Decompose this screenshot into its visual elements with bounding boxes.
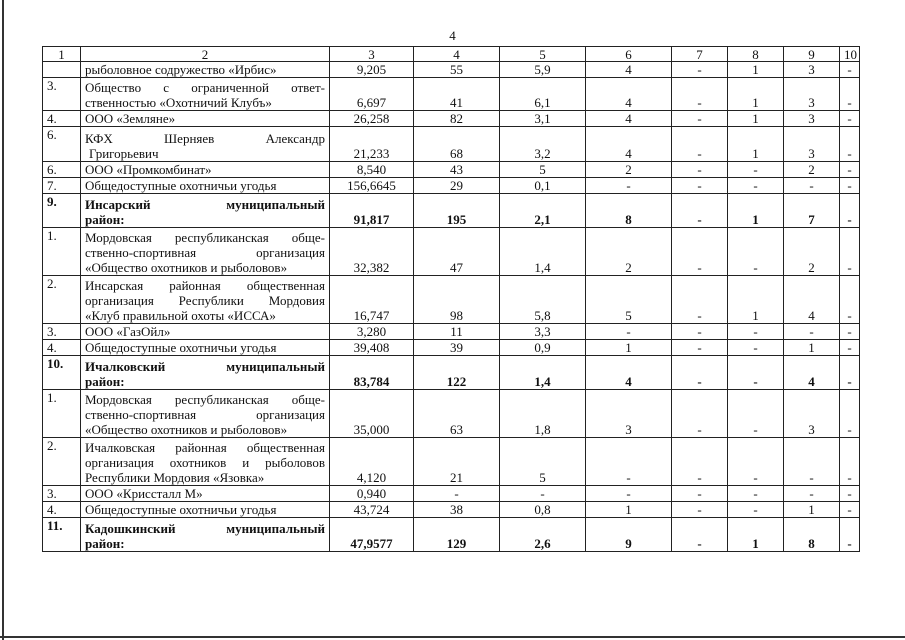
table-row xyxy=(43,390,860,438)
value-cell-c10: - xyxy=(840,324,860,340)
value-cell-c8: - xyxy=(728,162,784,178)
value-cell-c3: 156,6645 xyxy=(330,178,414,194)
value-cell-c6: - xyxy=(586,178,672,194)
name-line: ООО «Криссталл М» xyxy=(85,486,203,501)
value-cell-c4: - xyxy=(414,486,500,502)
name-line: район: xyxy=(85,374,125,389)
value-cell-c7: - xyxy=(672,390,728,438)
table-row xyxy=(43,228,860,276)
value-cell-c8: - xyxy=(728,502,784,518)
value-cell-c6: 1 xyxy=(586,502,672,518)
value-cell-c8: 1 xyxy=(728,78,784,111)
name-line: организация Республики Мордовия xyxy=(85,293,325,308)
value-cell-c10: - xyxy=(840,127,860,162)
value-cell-c7: - xyxy=(672,486,728,502)
value-cell-c4: 98 xyxy=(414,276,500,324)
hunting-grounds-table xyxy=(42,46,860,552)
value-cell-c9: 3 xyxy=(784,78,840,111)
value-cell-c8: 1 xyxy=(728,194,784,228)
value-cell-c5: 1,4 xyxy=(500,228,586,276)
value-cell-c8: - xyxy=(728,390,784,438)
value-cell-c7: - xyxy=(672,194,728,228)
value-cell-c3: 43,724 xyxy=(330,502,414,518)
name-line: район: xyxy=(85,212,125,227)
name-line: Мордовская республиканская обще- xyxy=(85,230,325,245)
row-number: 3. xyxy=(43,486,81,502)
value-cell-c6: - xyxy=(586,438,672,486)
header-cell: 3 xyxy=(330,47,414,62)
value-cell-c6: 4 xyxy=(586,78,672,111)
value-cell-c3: 3,280 xyxy=(330,324,414,340)
organization-name xyxy=(81,178,330,194)
name-line: ственно-спортивная организация xyxy=(85,407,325,422)
value-cell-c4: 129 xyxy=(414,518,500,552)
name-line: Кадошкинский муниципальный xyxy=(85,521,325,536)
value-cell-c10: - xyxy=(840,438,860,486)
value-cell-c3: 83,784 xyxy=(330,356,414,390)
value-cell-c6: 4 xyxy=(586,127,672,162)
value-cell-c5: 0,1 xyxy=(500,178,586,194)
organization-name xyxy=(81,486,330,502)
header-cell: 6 xyxy=(586,47,672,62)
name-line: Общедоступные охотничьи угодья xyxy=(85,178,277,193)
value-cell-c4: 63 xyxy=(414,390,500,438)
name-line: «Общество охотников и рыболовов» xyxy=(85,422,288,437)
value-cell-c5: 3,1 xyxy=(500,111,586,127)
organization-name xyxy=(81,62,330,78)
value-cell-c6: - xyxy=(586,324,672,340)
value-cell-c5: 3,3 xyxy=(500,324,586,340)
value-cell-c7: - xyxy=(672,276,728,324)
value-cell-c5: 0,9 xyxy=(500,340,586,356)
organization-name xyxy=(81,78,330,111)
table-row xyxy=(43,438,860,486)
value-cell-c6: 2 xyxy=(586,228,672,276)
value-cell-c6: 4 xyxy=(586,62,672,78)
value-cell-c3: 32,382 xyxy=(330,228,414,276)
organization-name xyxy=(81,276,330,324)
organization-name xyxy=(81,518,330,552)
value-cell-c5: 5,8 xyxy=(500,276,586,324)
row-number: 2. xyxy=(43,276,81,324)
value-cell-c8: 1 xyxy=(728,127,784,162)
organization-name xyxy=(81,502,330,518)
header-cell: 10 xyxy=(840,47,860,62)
value-cell-c4: 82 xyxy=(414,111,500,127)
name-line: район: xyxy=(85,536,125,551)
table-row xyxy=(43,518,860,552)
value-cell-c10: - xyxy=(840,518,860,552)
row-number: 6. xyxy=(43,127,81,162)
value-cell-c7: - xyxy=(672,127,728,162)
value-cell-c9: 8 xyxy=(784,518,840,552)
value-cell-c10: - xyxy=(840,340,860,356)
value-cell-c4: 11 xyxy=(414,324,500,340)
value-cell-c8: - xyxy=(728,340,784,356)
value-cell-c4: 21 xyxy=(414,438,500,486)
organization-name xyxy=(81,356,330,390)
name-line: Инсарская районная общественная xyxy=(85,278,325,293)
value-cell-c10: - xyxy=(840,194,860,228)
row-number xyxy=(43,62,81,78)
value-cell-c3: 8,540 xyxy=(330,162,414,178)
value-cell-c5: 2,6 xyxy=(500,518,586,552)
value-cell-c10: - xyxy=(840,228,860,276)
header-cell: 2 xyxy=(81,47,330,62)
value-cell-c5: 3,2 xyxy=(500,127,586,162)
value-cell-c4: 43 xyxy=(414,162,500,178)
header-cell: 5 xyxy=(500,47,586,62)
value-cell-c5: 1,8 xyxy=(500,390,586,438)
scan-edge-left xyxy=(2,0,4,640)
name-line: Григорьевич xyxy=(89,146,159,161)
value-cell-c4: 122 xyxy=(414,356,500,390)
row-number: 3. xyxy=(43,324,81,340)
value-cell-c6: 1 xyxy=(586,340,672,356)
table-body xyxy=(43,62,860,552)
value-cell-c9: 3 xyxy=(784,62,840,78)
value-cell-c10: - xyxy=(840,111,860,127)
table-row xyxy=(43,111,860,127)
header-cell: 4 xyxy=(414,47,500,62)
row-number: 7. xyxy=(43,178,81,194)
value-cell-c6: 5 xyxy=(586,276,672,324)
header-cell: 7 xyxy=(672,47,728,62)
value-cell-c7: - xyxy=(672,111,728,127)
value-cell-c5: 2,1 xyxy=(500,194,586,228)
value-cell-c5: 5 xyxy=(500,438,586,486)
value-cell-c9: 2 xyxy=(784,228,840,276)
organization-name xyxy=(81,438,330,486)
value-cell-c9: 7 xyxy=(784,194,840,228)
value-cell-c4: 68 xyxy=(414,127,500,162)
row-number: 4. xyxy=(43,502,81,518)
name-line: «Общество охотников и рыболовов» xyxy=(85,260,288,275)
value-cell-c4: 195 xyxy=(414,194,500,228)
name-line: ООО «Земляне» xyxy=(85,111,176,126)
name-line: Мордовская республиканская обще- xyxy=(85,392,325,407)
value-cell-c6: 4 xyxy=(586,356,672,390)
value-cell-c7: - xyxy=(672,228,728,276)
value-cell-c7: - xyxy=(672,502,728,518)
value-cell-c6: 9 xyxy=(586,518,672,552)
row-number: 4. xyxy=(43,340,81,356)
value-cell-c3: 6,697 xyxy=(330,78,414,111)
value-cell-c7: - xyxy=(672,324,728,340)
organization-name xyxy=(81,127,330,162)
row-number: 10. xyxy=(43,356,81,390)
value-cell-c10: - xyxy=(840,178,860,194)
value-cell-c8: - xyxy=(728,178,784,194)
value-cell-c9: 4 xyxy=(784,356,840,390)
value-cell-c6: 2 xyxy=(586,162,672,178)
value-cell-c7: - xyxy=(672,518,728,552)
name-line: «Клуб правильной охоты «ИССА» xyxy=(85,308,276,323)
name-line: Республики Мордовия «Язовка» xyxy=(85,470,265,485)
value-cell-c8: 1 xyxy=(728,276,784,324)
name-line: Общедоступные охотничьи угодья xyxy=(85,502,277,517)
value-cell-c9: - xyxy=(784,324,840,340)
header-cell: 8 xyxy=(728,47,784,62)
table-row xyxy=(43,276,860,324)
value-cell-c6: - xyxy=(586,486,672,502)
value-cell-c8: - xyxy=(728,486,784,502)
page-number: 4 xyxy=(449,28,456,43)
value-cell-c8: 1 xyxy=(728,62,784,78)
name-line: Ичалковская районная общественная xyxy=(85,440,325,455)
value-cell-c4: 55 xyxy=(414,62,500,78)
value-cell-c3: 91,817 xyxy=(330,194,414,228)
value-cell-c10: - xyxy=(840,78,860,111)
organization-name xyxy=(81,340,330,356)
value-cell-c7: - xyxy=(672,438,728,486)
value-cell-c10: - xyxy=(840,62,860,78)
value-cell-c7: - xyxy=(672,340,728,356)
row-number: 1. xyxy=(43,228,81,276)
value-cell-c7: - xyxy=(672,78,728,111)
value-cell-c4: 38 xyxy=(414,502,500,518)
name-line: ООО «Промкомбинат» xyxy=(85,162,212,177)
name-line: КФХ Шерняев Александр xyxy=(85,131,325,146)
name-line: Ичалковский муниципальный xyxy=(85,359,325,374)
name-line: Инсарский муниципальный xyxy=(85,197,325,212)
table-row xyxy=(43,178,860,194)
value-cell-c9: - xyxy=(784,178,840,194)
table-row xyxy=(43,324,860,340)
value-cell-c6: 3 xyxy=(586,390,672,438)
value-cell-c7: - xyxy=(672,356,728,390)
value-cell-c4: 41 xyxy=(414,78,500,111)
value-cell-c4: 29 xyxy=(414,178,500,194)
value-cell-c3: 39,408 xyxy=(330,340,414,356)
table-row xyxy=(43,78,860,111)
value-cell-c7: - xyxy=(672,62,728,78)
value-cell-c5: 5,9 xyxy=(500,62,586,78)
table-row xyxy=(43,162,860,178)
value-cell-c3: 16,747 xyxy=(330,276,414,324)
row-number: 4. xyxy=(43,111,81,127)
value-cell-c3: 21,233 xyxy=(330,127,414,162)
table-row xyxy=(43,356,860,390)
organization-name xyxy=(81,111,330,127)
value-cell-c3: 4,120 xyxy=(330,438,414,486)
table-row xyxy=(43,62,860,78)
value-cell-c9: 3 xyxy=(784,111,840,127)
value-cell-c6: 8 xyxy=(586,194,672,228)
organization-name xyxy=(81,194,330,228)
value-cell-c9: 3 xyxy=(784,390,840,438)
value-cell-c10: - xyxy=(840,502,860,518)
scan-edge-bottom xyxy=(0,636,905,638)
name-line: ственно-спортивная организация xyxy=(85,245,325,260)
name-line: Общество с ограниченной ответ- xyxy=(85,80,325,95)
name-line: ственностью «Охотничий Клубъ» xyxy=(85,95,272,110)
value-cell-c8: 1 xyxy=(728,111,784,127)
value-cell-c9: - xyxy=(784,438,840,486)
value-cell-c4: 39 xyxy=(414,340,500,356)
value-cell-c5: 6,1 xyxy=(500,78,586,111)
name-line: рыболовное содружество «Ирбис» xyxy=(85,62,277,77)
row-number: 1. xyxy=(43,390,81,438)
table-row xyxy=(43,127,860,162)
table-row xyxy=(43,486,860,502)
value-cell-c10: - xyxy=(840,486,860,502)
value-cell-c3: 9,205 xyxy=(330,62,414,78)
header-row xyxy=(43,47,860,62)
value-cell-c6: 4 xyxy=(586,111,672,127)
organization-name xyxy=(81,324,330,340)
value-cell-c9: 1 xyxy=(784,340,840,356)
value-cell-c7: - xyxy=(672,178,728,194)
name-line: Общедоступные охотничьи угодья xyxy=(85,340,277,355)
value-cell-c9: - xyxy=(784,486,840,502)
table-row xyxy=(43,340,860,356)
table-row xyxy=(43,502,860,518)
name-line: ООО «ГазОйл» xyxy=(85,324,171,339)
row-number: 11. xyxy=(43,518,81,552)
value-cell-c8: - xyxy=(728,324,784,340)
row-number: 2. xyxy=(43,438,81,486)
value-cell-c10: - xyxy=(840,162,860,178)
row-number: 9. xyxy=(43,194,81,228)
value-cell-c7: - xyxy=(672,162,728,178)
value-cell-c3: 0,940 xyxy=(330,486,414,502)
organization-name xyxy=(81,162,330,178)
row-number: 6. xyxy=(43,162,81,178)
value-cell-c3: 26,258 xyxy=(330,111,414,127)
value-cell-c9: 1 xyxy=(784,502,840,518)
value-cell-c8: 1 xyxy=(728,518,784,552)
value-cell-c10: - xyxy=(840,276,860,324)
value-cell-c9: 4 xyxy=(784,276,840,324)
value-cell-c8: - xyxy=(728,438,784,486)
value-cell-c5: 0,8 xyxy=(500,502,586,518)
value-cell-c8: - xyxy=(728,356,784,390)
value-cell-c9: 3 xyxy=(784,127,840,162)
value-cell-c9: 2 xyxy=(784,162,840,178)
value-cell-c5: 1,4 xyxy=(500,356,586,390)
header-cell: 9 xyxy=(784,47,840,62)
value-cell-c3: 35,000 xyxy=(330,390,414,438)
value-cell-c3: 47,9577 xyxy=(330,518,414,552)
value-cell-c5: 5 xyxy=(500,162,586,178)
value-cell-c10: - xyxy=(840,356,860,390)
value-cell-c10: - xyxy=(840,390,860,438)
value-cell-c4: 47 xyxy=(414,228,500,276)
table-row xyxy=(43,194,860,228)
row-number: 3. xyxy=(43,78,81,111)
name-line: организация охотников и рыболовов xyxy=(85,455,325,470)
header-cell: 1 xyxy=(43,47,81,62)
organization-name xyxy=(81,228,330,276)
value-cell-c5: - xyxy=(500,486,586,502)
value-cell-c8: - xyxy=(728,228,784,276)
organization-name xyxy=(81,390,330,438)
